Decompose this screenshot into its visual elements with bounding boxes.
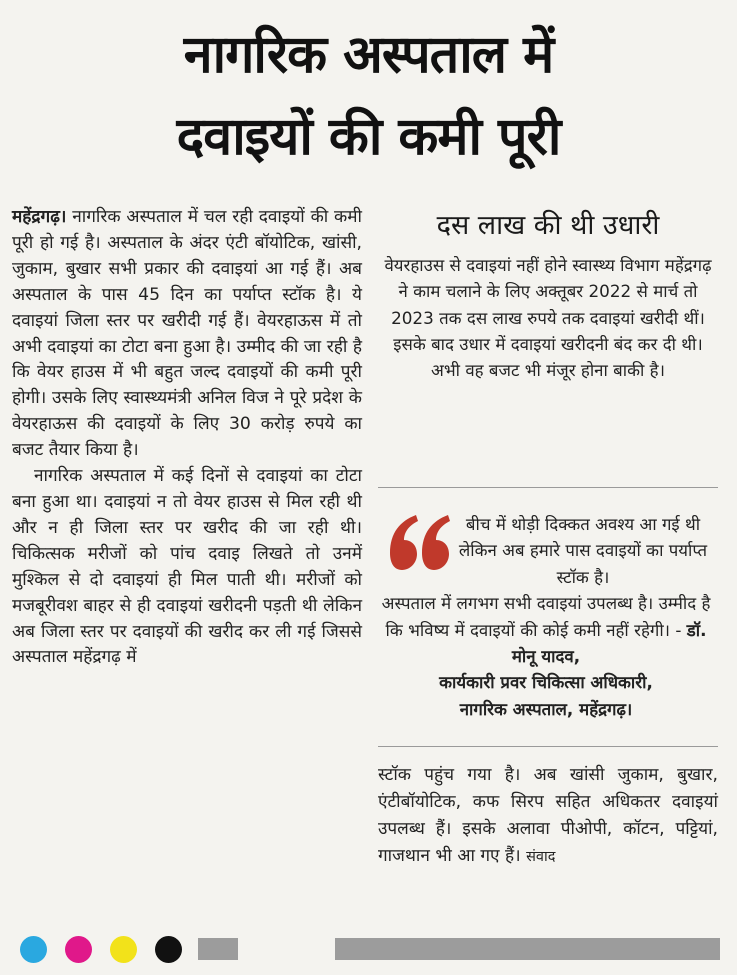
headline-line-2: दवाइयों की कमी पूरी [176, 107, 561, 167]
gray-registration-block [198, 938, 238, 960]
article-continuation [378, 762, 718, 871]
magenta-registration-dot [65, 936, 92, 963]
print-registration-strip [0, 920, 737, 975]
sidebar-body: वेयरहाउस से दवाइयां नहीं होने स्वास्थ्य विभाग महेंद्रगढ़ ने काम चलाने के लिए अक्तूबर 2022 से मार्च तो 2023 तक दस लाख रुपये तक दवाइयां खरीदी थीं। इसके बाद उधार में दवाइयां खरीदनी बंद कर दी थी। अभी वह बजट भी मंजूर होना बाकी है। [384, 255, 712, 381]
article-paragraph-1 [12, 205, 362, 464]
yellow-registration-dot [110, 936, 137, 963]
quote-designation: कार्यकारी प्रवर चिकित्सा अधिकारी, [439, 672, 653, 693]
article-continuation-text: स्टॉक पहुंच गया है। अब खांसी जुकाम, बुखार, एंटीबॉयोटिक, कफ सिरप सहित अधिकतर दवाइयां उपलब्ध हैं। इसके अलावा पीओपी, कॉटन, पट्टियां, गाजथान भी आ गए हैं। [378, 765, 718, 866]
quote-text-second: अस्पताल में लगभग सभी दवाइयां उपलब्ध है। उम्मीद है कि भविष्य में दवाइयों की कोई कमी नहीं रहेगी। - [381, 593, 711, 640]
article-paragraph-2: नागरिक अस्पताल में कई दिनों से दवाइयां का टोटा बना हुआ था। दवाइयां न तो वेयर हाउस से मिल रही थी और न ही जिला स्तर पर खरीद की जा रही थी। चिकित्सक मरीजों को पांच दवाइ लिखते तो उनमें मुश्किल से दो दवाइयां ही मिल पाती थी। मरीजों को मजबूरीवश बाहर से ही दवाइयां खरीदनी पड़ती थी लेकिन अब जिला स्तर पर दवाइयों की खरीद कर ली गई जिससे अस्पताल महेंद्रगढ़ में [12, 466, 362, 668]
gray-registration-bar [335, 938, 720, 960]
byline-credit: संवाद [526, 849, 556, 865]
divider-top [378, 487, 718, 488]
article-paragraph-1-text: नागरिक अस्पताल में चल रही दवाइयों की कमी पूरी हो गई है। अस्पताल के अंदर एंटी बॉयोटिक, खांसी, जुकाम, बुखार सभी प्रकार की दवाइयां आ गई हैं। अब अस्पताल के पास 45 दिन का पर्याप्त स्टॉक है। ये दवाइयां जिला स्तर पर खरीदी गई हैं। वेयरहाऊस में तो अभी दवाइयां का टोटा बना हुआ है। उम्मीद की जा रही है कि वेयर हाउस में भी बहुत जल्द दवाइयों की कमी पूरी होगी। उसके लिए स्वास्थ्यमंत्री अनिल विज ने पूरे प्रदेश के वेयरहाऊस की दवाइयों के लिए 30 करोड़ रुपये का बजट तैयार किया है। [12, 207, 362, 461]
quote-speaker: डॉ. मोनू यादव, [511, 619, 707, 667]
headline-line-1: नागरिक अस्पताल में [183, 25, 554, 85]
headline [0, 14, 737, 178]
black-registration-dot [155, 936, 182, 963]
quote-text [378, 511, 714, 722]
quote-text-first: बीच में थोड़ी दिक्कत अवश्य आ गई थी लेकिन अब हमारे पास दवाइयों का पर्याप्त स्टॉक है। [458, 514, 708, 587]
sidebar-title: दस लाख की थी उधारी [436, 210, 660, 241]
dateline: महेंद्रगढ़। [12, 207, 67, 227]
cyan-registration-dot [20, 936, 47, 963]
divider-bottom [378, 746, 718, 747]
quote-institution: नागरिक अस्पताल, महेंद्रगढ़। [459, 698, 633, 719]
pull-quote [378, 507, 718, 737]
article-left-column [12, 205, 362, 671]
